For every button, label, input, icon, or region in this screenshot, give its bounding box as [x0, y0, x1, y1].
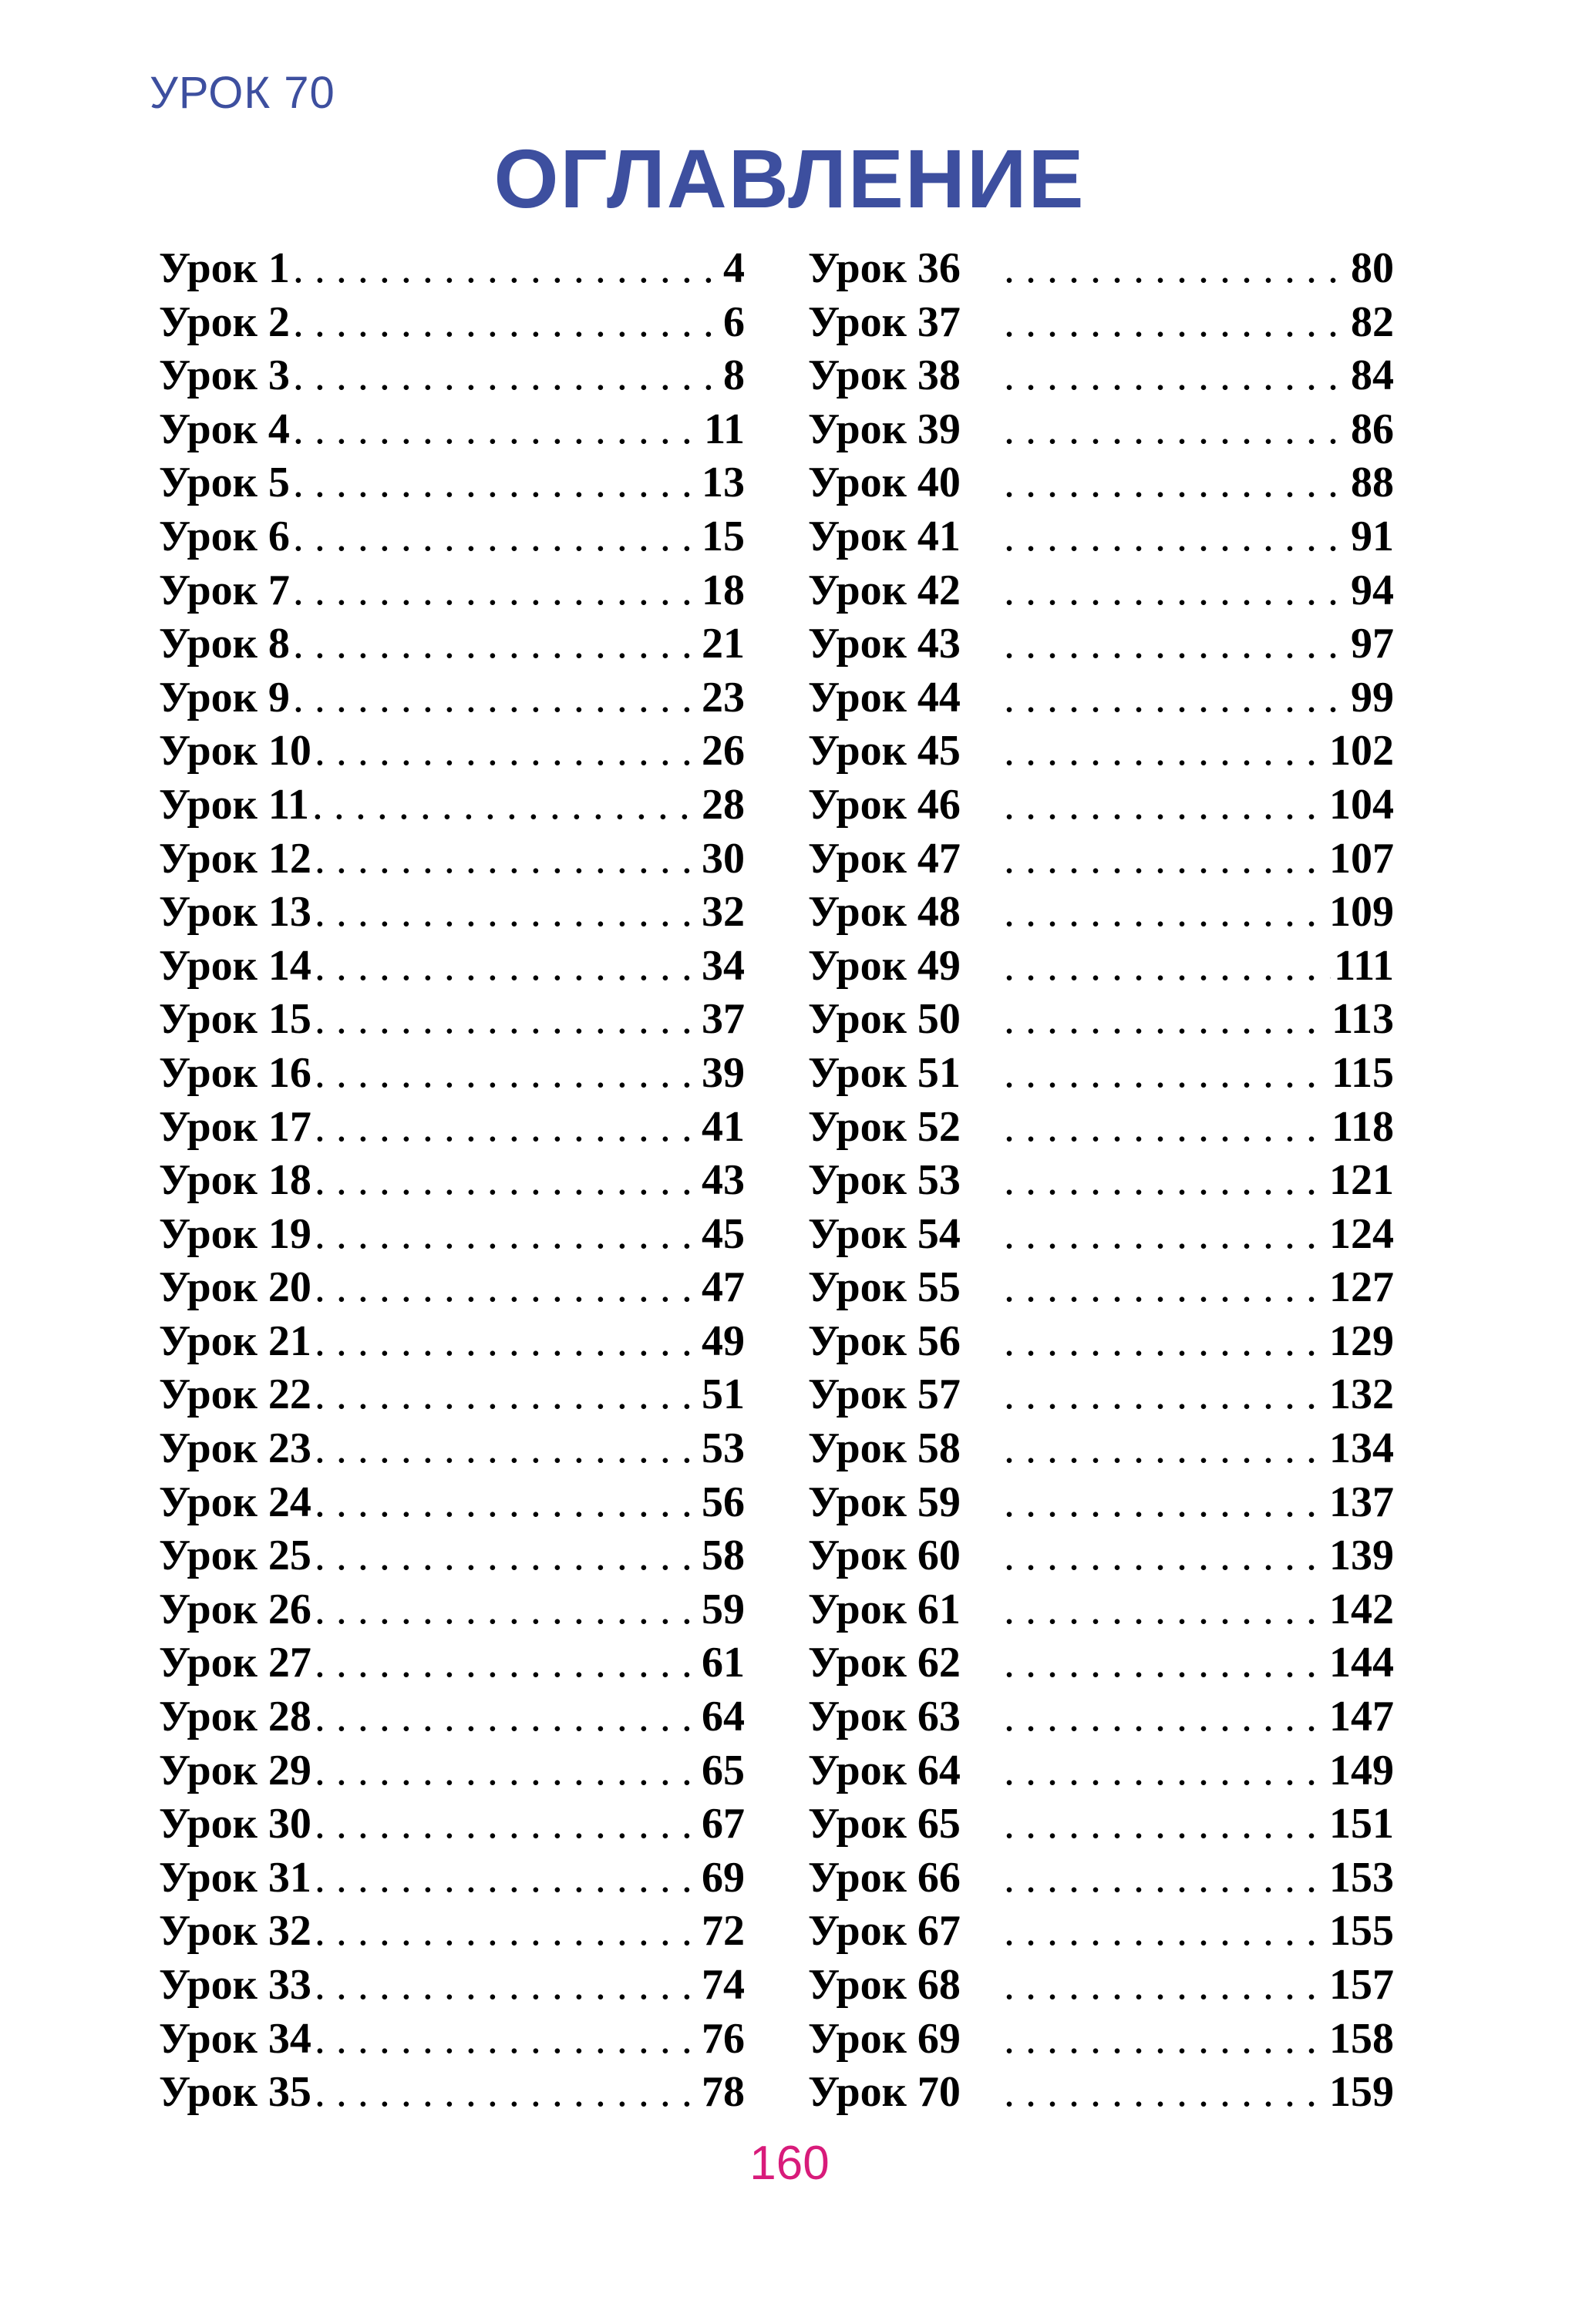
toc-entry[interactable]: [808, 1638, 1394, 1692]
toc-entry-label: Урок 62: [808, 1639, 961, 1687]
toc-dot-leader: [1004, 1960, 1326, 2010]
toc-entry-page: 26: [702, 727, 745, 775]
toc-entry-label: Урок 53: [808, 1156, 961, 1205]
toc-column-right: [808, 244, 1394, 2121]
toc-entry-page: 53: [702, 1424, 745, 1473]
toc-entry[interactable]: [808, 834, 1394, 888]
toc-entry-page: 72: [702, 1907, 745, 1956]
toc-entry[interactable]: [808, 351, 1394, 405]
toc-entry-label: Урок 67: [808, 1907, 961, 1956]
toc-entry-label: Урок 6: [159, 512, 290, 560]
toc-entry-label: Урок 49: [808, 941, 961, 990]
toc-entry[interactable]: [159, 1531, 745, 1585]
toc-entry[interactable]: [808, 1209, 1394, 1263]
toc-dot-leader: [315, 1906, 699, 1956]
toc-dot-leader: [315, 1853, 699, 1902]
toc-dot-leader: [1004, 298, 1348, 347]
toc-entry[interactable]: [159, 566, 745, 620]
toc-entry[interactable]: [159, 1692, 745, 1746]
toc-entry-page: 151: [1329, 1800, 1394, 1848]
toc-entry-label: Урок 10: [159, 727, 311, 775]
toc-dot-leader: [293, 673, 699, 722]
toc-entry-label: Урок 52: [808, 1102, 961, 1151]
toc-entry[interactable]: [808, 726, 1394, 780]
toc-dot-leader: [1004, 887, 1326, 937]
toc-entry-label: Урок 12: [159, 834, 311, 883]
toc-entry-page: 39: [702, 1048, 745, 1097]
toc-dot-leader: [315, 1209, 699, 1259]
toc-entry-page: 41: [702, 1102, 745, 1151]
toc-entry-page: 74: [702, 1961, 745, 2009]
toc-entry[interactable]: [808, 1478, 1394, 1532]
toc-entry-page: 15: [702, 512, 745, 560]
toc-entry-label: Урок 22: [159, 1371, 311, 1419]
toc-entry[interactable]: [159, 941, 745, 995]
toc-entry-label: Урок 64: [808, 1746, 961, 1794]
toc-entry-label: Урок 63: [808, 1693, 961, 1741]
toc-dot-leader: [1004, 1906, 1326, 1956]
toc-entry-label: Урок 57: [808, 1371, 961, 1419]
toc-entry[interactable]: [808, 244, 1394, 298]
toc-entry-page: 69: [702, 1853, 745, 1902]
toc-entry[interactable]: [808, 1585, 1394, 1639]
toc-entry-page: 139: [1329, 1532, 1394, 1580]
toc-entry[interactable]: [159, 1853, 745, 1907]
toc-entry-page: 107: [1329, 834, 1394, 883]
toc-dot-leader: [1004, 351, 1348, 400]
toc-entry-page: 134: [1329, 1424, 1394, 1473]
toc-entry[interactable]: [808, 1692, 1394, 1746]
toc-dot-leader: [315, 1478, 699, 1527]
toc-entry[interactable]: [159, 1746, 745, 1800]
toc-entry-label: Урок 16: [159, 1048, 311, 1097]
toc-dot-leader: [1004, 1638, 1326, 1687]
toc-dot-leader: [315, 1155, 699, 1205]
toc-dot-leader: [312, 780, 699, 829]
toc-entry-label: Урок 31: [159, 1853, 311, 1902]
toc-dot-leader: [315, 1585, 699, 1634]
toc-entry-label: Урок 47: [808, 834, 961, 883]
toc-entry[interactable]: [159, 2067, 745, 2121]
toc-entry-page: 137: [1329, 1478, 1394, 1526]
toc-entry-label: Урок 13: [159, 888, 311, 937]
toc-entry-label: Урок 44: [808, 673, 961, 721]
toc-entry[interactable]: [808, 619, 1394, 673]
toc-dot-leader: [315, 1638, 699, 1687]
toc-entry-label: Урок 69: [808, 2014, 961, 2063]
toc-entry-page: 37: [702, 995, 745, 1044]
toc-dot-leader: [293, 566, 699, 615]
toc-entry-label: Урок 32: [159, 1907, 311, 1956]
toc-entry[interactable]: [808, 2014, 1394, 2068]
toc-entry-label: Урок 61: [808, 1585, 961, 1633]
toc-entry-label: Урок 39: [808, 405, 961, 453]
toc-entry-page: 64: [702, 1693, 745, 1741]
toc-entry[interactable]: [159, 1155, 745, 1209]
toc-entry-label: Урок 20: [159, 1263, 311, 1312]
toc-dot-leader: [1004, 566, 1348, 615]
toc-dot-leader: [1004, 1209, 1326, 1259]
toc-entry-label: Урок 56: [808, 1317, 961, 1365]
toc-dot-leader: [293, 619, 699, 668]
toc-entry-page: 132: [1329, 1371, 1394, 1419]
toc-dot-leader: [293, 458, 699, 507]
toc-dot-leader: [1004, 2014, 1326, 2063]
toc-dot-leader: [315, 1746, 699, 1795]
toc-entry-page: 94: [1351, 566, 1394, 614]
toc-entry[interactable]: [159, 351, 745, 405]
toc-entry-label: Урок 68: [808, 1961, 961, 2009]
toc-entry-page: 43: [702, 1156, 745, 1205]
toc-entry-page: 91: [1351, 512, 1394, 560]
toc-entry-label: Урок 35: [159, 2068, 311, 2117]
toc-entry-page: 127: [1329, 1263, 1394, 1312]
toc-dot-leader: [1004, 1424, 1326, 1473]
toc-entry[interactable]: [808, 1155, 1394, 1209]
toc-entry-page: 21: [702, 620, 745, 668]
toc-entry[interactable]: [808, 1531, 1394, 1585]
toc-entry[interactable]: [808, 1102, 1394, 1156]
toc-entry-page: 124: [1329, 1209, 1394, 1258]
toc-entry-label: Урок 50: [808, 995, 961, 1044]
toc-dot-leader: [1004, 1478, 1326, 1527]
toc-dot-leader: [1004, 726, 1326, 775]
toc-dot-leader: [1004, 941, 1331, 990]
toc-entry-page: 102: [1329, 727, 1394, 775]
toc-entry-page: 104: [1329, 780, 1394, 829]
toc-entry-page: 6: [723, 298, 745, 346]
toc-dot-leader: [315, 1263, 699, 1312]
toc-entry-page: 59: [702, 1585, 745, 1633]
toc-entry-label: Урок 41: [808, 512, 961, 560]
toc-entry-label: Урок 45: [808, 727, 961, 775]
toc-entry[interactable]: [808, 1048, 1394, 1102]
toc-entry-label: Урок 5: [159, 459, 290, 507]
toc-entry-label: Урок 46: [808, 780, 961, 829]
toc-entry[interactable]: [159, 1424, 745, 1478]
toc-entry[interactable]: [808, 1317, 1394, 1371]
toc-dot-leader: [293, 405, 701, 454]
toc-entry-page: 86: [1351, 405, 1394, 453]
toc-entry[interactable]: [808, 1370, 1394, 1424]
toc-entry-page: 58: [702, 1532, 745, 1580]
toc-entry-page: 82: [1351, 298, 1394, 346]
toc-dot-leader: [1004, 1585, 1326, 1634]
toc-entry-label: Урок 29: [159, 1746, 311, 1794]
toc-entry-page: 56: [702, 1478, 745, 1526]
toc-entry[interactable]: [159, 1585, 745, 1639]
toc-entry-label: Урок 18: [159, 1156, 311, 1205]
toc-entry-page: 67: [702, 1800, 745, 1848]
toc-dot-leader: [315, 2067, 699, 2117]
toc-entry-label: Урок 55: [808, 1263, 961, 1312]
toc-dot-leader: [1004, 780, 1326, 829]
toc-entry[interactable]: [808, 941, 1394, 995]
toc-dot-leader: [1004, 1692, 1326, 1741]
toc-entry-page: 97: [1351, 620, 1394, 668]
toc-dot-leader: [1004, 1155, 1326, 1205]
toc-entry-label: Урок 4: [159, 405, 290, 453]
toc-entry-page: 99: [1351, 673, 1394, 721]
toc-entry[interactable]: [159, 994, 745, 1048]
toc-dot-leader: [1004, 1853, 1326, 1902]
toc-dot-leader: [315, 726, 699, 775]
toc-entry[interactable]: [159, 834, 745, 888]
page-number: 160: [749, 2137, 830, 2190]
toc-entry-label: Урок 37: [808, 298, 961, 346]
toc-dot-leader: [1004, 673, 1348, 722]
toc-column-left: [159, 244, 745, 2121]
toc-entry-label: Урок 70: [808, 2068, 961, 2117]
toc-entry[interactable]: [159, 298, 745, 351]
toc-entry-label: Урок 65: [808, 1800, 961, 1848]
toc-entry-page: 142: [1329, 1585, 1394, 1633]
toc-entry[interactable]: [159, 1102, 745, 1156]
toc-entry-label: Урок 48: [808, 888, 961, 937]
toc-entry-page: 147: [1329, 1693, 1394, 1741]
toc-dot-leader: [1004, 619, 1348, 668]
toc-entry-page: 118: [1332, 1102, 1394, 1151]
toc-entry[interactable]: [159, 1906, 745, 1960]
toc-entry-page: 47: [702, 1263, 745, 1312]
toc-entry-label: Урок 17: [159, 1102, 311, 1151]
toc-entry-page: 13: [702, 459, 745, 507]
toc-dot-leader: [293, 351, 720, 400]
toc-dot-leader: [315, 834, 699, 883]
toc-entry[interactable]: [808, 1424, 1394, 1478]
toc-dot-leader: [315, 887, 699, 937]
toc-dot-leader: [315, 1960, 699, 2010]
toc-dot-leader: [315, 941, 699, 990]
toc-dot-leader: [315, 1370, 699, 1419]
toc-entry[interactable]: [808, 405, 1394, 459]
toc-entry-page: 80: [1351, 244, 1394, 292]
toc-entry[interactable]: [159, 458, 745, 512]
toc-entry-page: 23: [702, 673, 745, 721]
toc-entry-page: 144: [1329, 1639, 1394, 1687]
toc-dot-leader: [1004, 405, 1348, 454]
toc-dot-leader: [315, 994, 699, 1044]
toc-dot-leader: [1004, 834, 1326, 883]
toc-entry-label: Урок 8: [159, 620, 290, 668]
toc-dot-leader: [1004, 1746, 1326, 1795]
toc-entry-label: Урок 11: [159, 780, 309, 829]
toc-entry[interactable]: [159, 405, 745, 459]
toc-dot-leader: [315, 1102, 699, 1152]
toc-entry-label: Урок 15: [159, 995, 311, 1044]
toc-dot-leader: [315, 2014, 699, 2063]
toc-entry-page: 49: [702, 1317, 745, 1365]
toc-entry[interactable]: [808, 566, 1394, 620]
toc-entry-page: 115: [1332, 1048, 1394, 1097]
toc-dot-leader: [1004, 512, 1348, 561]
toc-dot-leader: [1004, 1531, 1326, 1580]
toc-dot-leader: [293, 512, 699, 561]
toc-entry[interactable]: [159, 1263, 745, 1317]
toc-entry-label: Урок 42: [808, 566, 961, 614]
toc-entry-label: Урок 28: [159, 1693, 311, 1741]
toc-dot-leader: [1004, 2067, 1326, 2117]
toc-dot-leader: [315, 1799, 699, 1848]
toc-entry-page: 84: [1351, 351, 1394, 400]
toc-dot-leader: [293, 244, 720, 293]
toc-entry[interactable]: [159, 1638, 745, 1692]
toc-entry-page: 45: [702, 1209, 745, 1258]
toc-entry[interactable]: [808, 1746, 1394, 1800]
toc-dot-leader: [1004, 994, 1328, 1044]
toc-entry-page: 18: [702, 566, 745, 614]
toc-entry[interactable]: [808, 1799, 1394, 1853]
toc-entry-label: Урок 1: [159, 244, 290, 292]
toc-entry[interactable]: [159, 1048, 745, 1102]
toc-entry[interactable]: [808, 780, 1394, 834]
toc-entry-page: 109: [1329, 888, 1394, 937]
toc-entry-page: 4: [723, 244, 745, 292]
toc-dot-leader: [1004, 1370, 1326, 1419]
toc-dot-leader: [1004, 244, 1348, 293]
toc-entry[interactable]: [808, 673, 1394, 727]
toc-entry-page: 78: [702, 2068, 745, 2117]
page-title: ОГЛАВЛЕНИЕ: [493, 132, 1086, 225]
toc-dot-leader: [315, 1692, 699, 1741]
toc-entry[interactable]: [159, 1370, 745, 1424]
toc-entry-label: Урок 54: [808, 1209, 961, 1258]
toc-entry[interactable]: [159, 673, 745, 727]
toc-dot-leader: [1004, 1048, 1328, 1098]
toc-entry-label: Урок 30: [159, 1800, 311, 1848]
toc-entry-page: 30: [702, 834, 745, 883]
toc-entry-label: Урок 38: [808, 351, 961, 400]
toc-dot-leader: [315, 1048, 699, 1098]
toc-entry-page: 121: [1329, 1156, 1394, 1205]
toc-entry-page: 149: [1329, 1746, 1394, 1794]
toc-entry[interactable]: [159, 1317, 745, 1371]
toc-dot-leader: [1004, 1799, 1326, 1848]
toc-entry-page: 129: [1329, 1317, 1394, 1365]
toc-entry-label: Урок 58: [808, 1424, 961, 1473]
toc-entry-label: Урок 26: [159, 1585, 311, 1633]
toc-entry[interactable]: [159, 2014, 745, 2068]
toc-entry[interactable]: [159, 1960, 745, 2014]
toc-entry-label: Урок 9: [159, 673, 290, 721]
toc-entry-label: Урок 14: [159, 941, 311, 990]
lesson-label: УРОК 70: [150, 68, 335, 118]
toc-entry-label: Урок 19: [159, 1209, 311, 1258]
toc-entry-label: Урок 25: [159, 1532, 311, 1580]
toc-entry-page: 51: [702, 1371, 745, 1419]
toc-entry-page: 61: [702, 1639, 745, 1687]
toc-entry-page: 28: [702, 780, 745, 829]
toc-entry-label: Урок 21: [159, 1317, 311, 1365]
toc-entry-label: Урок 34: [159, 2014, 311, 2063]
toc-entry-page: 159: [1329, 2068, 1394, 2117]
toc-dot-leader: [315, 1424, 699, 1473]
toc-entry-page: 76: [702, 2014, 745, 2063]
toc-entry-label: Урок 43: [808, 620, 961, 668]
toc-entry-label: Урок 2: [159, 298, 290, 346]
toc-entry-label: Урок 40: [808, 459, 961, 507]
toc-entry-label: Урок 51: [808, 1048, 961, 1097]
toc-dot-leader: [1004, 1317, 1326, 1366]
toc-dot-leader: [1004, 458, 1348, 507]
toc-entry-page: 11: [704, 405, 745, 453]
toc-entry-page: 88: [1351, 459, 1394, 507]
toc-dot-leader: [315, 1531, 699, 1580]
toc-entry-label: Урок 60: [808, 1532, 961, 1580]
toc-entry-label: Урок 7: [159, 566, 290, 614]
toc-entry[interactable]: [159, 726, 745, 780]
toc-dot-leader: [293, 298, 720, 347]
toc-entry[interactable]: [159, 512, 745, 566]
toc-entry[interactable]: [159, 619, 745, 673]
toc-entry[interactable]: [808, 1906, 1394, 1960]
toc-entry[interactable]: [808, 1853, 1394, 1907]
toc-entry[interactable]: [808, 887, 1394, 941]
toc-entry-label: Урок 36: [808, 244, 961, 292]
toc-entry[interactable]: [159, 1478, 745, 1532]
toc-entry-page: 153: [1329, 1853, 1394, 1902]
toc-entry-label: Урок 3: [159, 351, 290, 400]
toc-entry[interactable]: [159, 1209, 745, 1263]
toc-entry-page: 8: [723, 351, 745, 400]
toc-dot-leader: [1004, 1263, 1326, 1312]
toc-entry-page: 158: [1329, 2014, 1394, 2063]
toc-entry[interactable]: [159, 887, 745, 941]
toc-entry-page: 65: [702, 1746, 745, 1794]
toc-dot-leader: [1004, 1102, 1328, 1152]
toc-entry-page: 155: [1329, 1907, 1394, 1956]
toc-entry-label: Урок 66: [808, 1853, 961, 1902]
toc-entry-page: 32: [702, 888, 745, 937]
toc-entry-label: Урок 24: [159, 1478, 311, 1526]
toc-entry[interactable]: [808, 994, 1394, 1048]
toc-entry[interactable]: [808, 2067, 1394, 2121]
toc-entry-page: 34: [702, 941, 745, 990]
toc-entry[interactable]: [159, 780, 745, 834]
toc-entry-label: Урок 33: [159, 1961, 311, 2009]
toc-entry[interactable]: [808, 1960, 1394, 2014]
toc-dot-leader: [315, 1317, 699, 1366]
toc-entry[interactable]: [808, 298, 1394, 351]
toc-entry[interactable]: [808, 458, 1394, 512]
toc-entry[interactable]: [808, 1263, 1394, 1317]
toc-entry-page: 113: [1332, 995, 1394, 1044]
toc-entry-page: 111: [1334, 941, 1394, 990]
toc-entry-page: 157: [1329, 1961, 1394, 2009]
toc-entry[interactable]: [159, 244, 745, 298]
toc-entry-label: Урок 27: [159, 1639, 311, 1687]
toc-entry-label: Урок 23: [159, 1424, 311, 1473]
toc-entry-label: Урок 59: [808, 1478, 961, 1526]
toc-entry[interactable]: [808, 512, 1394, 566]
toc-entry[interactable]: [159, 1799, 745, 1853]
